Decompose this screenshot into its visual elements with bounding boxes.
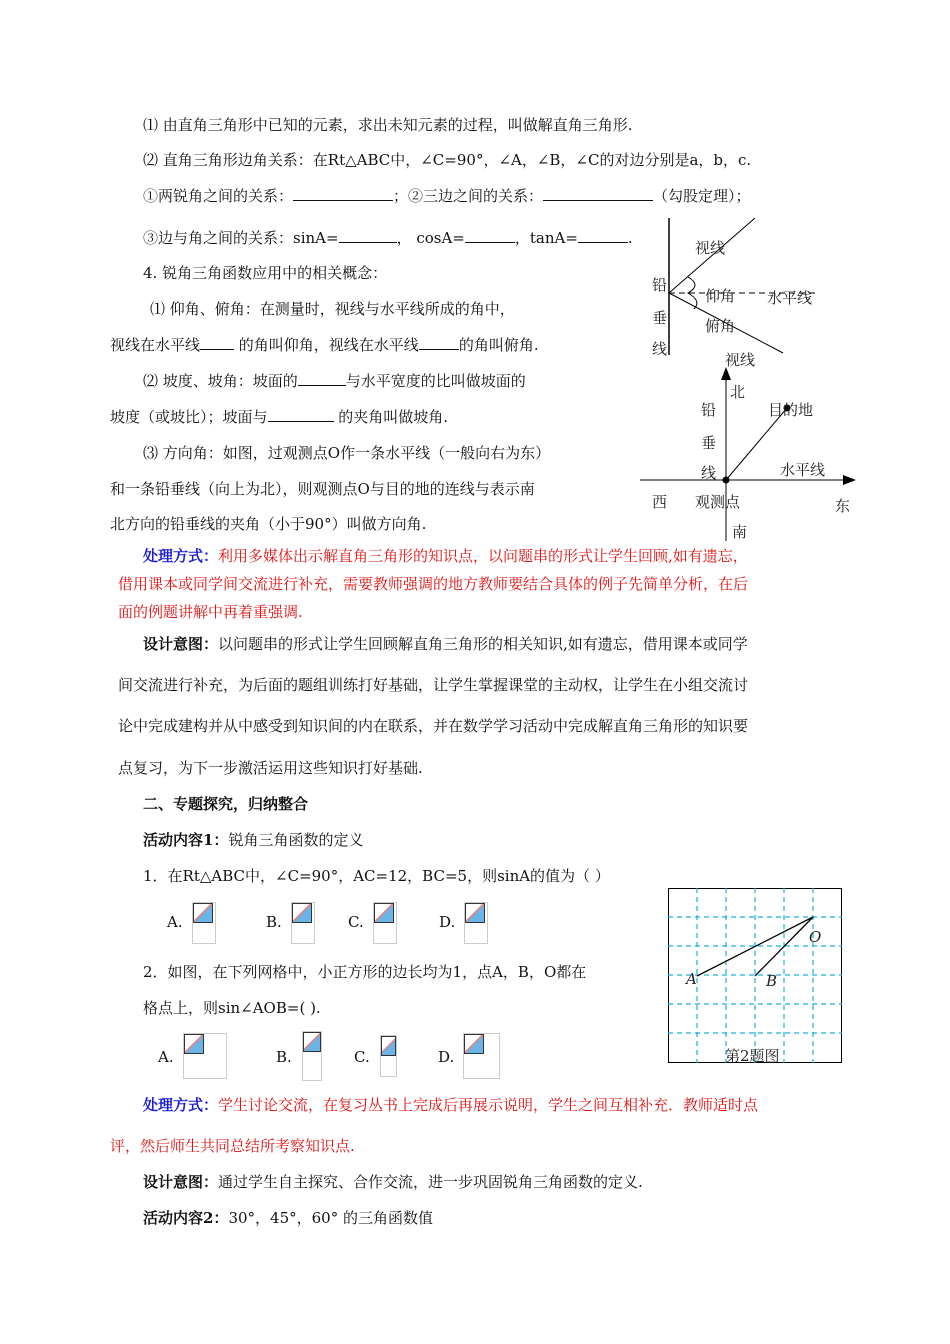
q1-option-a[interactable]: A. [167, 913, 183, 931]
review-p3 [143, 186, 751, 206]
text: ， cosA= [396, 229, 465, 247]
question1: 1．在Rt△ABC中，∠C=90°，AC=12，BC=5，则sinA的值为（ ） [143, 867, 610, 885]
label-east: 东 [835, 497, 851, 515]
blank [578, 228, 628, 243]
label-north: 北 [730, 383, 746, 401]
text: 学生讨论交流，在复习丛书上完成后再展示说明，学生之间互相补充．教师适时点 [218, 1096, 759, 1114]
text: 的角叫仰角，视线在水平线 [238, 336, 419, 354]
label-south: 南 [732, 523, 748, 541]
text: 30°，45°，60° 的三角函数值 [228, 1209, 433, 1227]
image-placeholder-icon [192, 902, 216, 944]
q3a: ⑶ 方向角：如图，过观测点O作一条水平线（一般向右为东） [143, 444, 551, 462]
blank [419, 335, 459, 350]
image-placeholder-icon [464, 902, 488, 944]
q1-option-c[interactable]: C. [348, 913, 364, 931]
direction-angle-diagram [640, 367, 856, 541]
q1a: ⑴ 仰角、俯角：在测量时，视线与水平线所成的角中， [150, 300, 515, 318]
q2-option-c[interactable]: C. [354, 1048, 370, 1066]
grid-figure [668, 888, 843, 1064]
label-depression: 俯角 [705, 317, 736, 335]
text: . [627, 229, 633, 247]
label-plumb-3: 线 [652, 340, 668, 358]
text: 通过学生自主探究、合作交流，进一步巩固锐角三角函数的定义. [218, 1173, 643, 1191]
q2-option-a[interactable]: A. [158, 1048, 174, 1066]
q3c: 北方向的铅垂线的夹角（小于90°）叫做方向角. [110, 515, 427, 533]
review-p1: ⑴ 由直角三角形中已知的元素，求出未知元素的过程，叫做解直角三角形. [143, 116, 633, 134]
heading-4: 4. 锐角三角函数应用中的相关概念： [143, 264, 388, 282]
label-plumb2-3: 线 [701, 464, 717, 482]
text: 坡度（或坡比）；坡面与 [110, 408, 268, 426]
intent1-line1 [143, 634, 748, 654]
q1b [110, 335, 539, 355]
text: ③边与角之间的关系：sinA= [143, 229, 339, 247]
method1-line3: 面的例题讲解中再着重强调. [118, 603, 303, 621]
text: 的角叫俯角. [458, 336, 539, 354]
method1-line1 [143, 546, 748, 566]
q2-option-b[interactable]: B. [276, 1048, 292, 1066]
image-placeholder-icon [183, 1033, 227, 1079]
blank [298, 371, 346, 386]
blank [339, 228, 397, 243]
label: 活动内容1： [143, 831, 229, 849]
intent-label: 设计意图： [143, 635, 219, 653]
image-placeholder-icon [291, 902, 315, 944]
image-placeholder-icon [380, 1035, 397, 1077]
label-plumb-2: 垂 [652, 309, 668, 327]
label-plumb2-1: 铅 [701, 401, 717, 419]
intent-label: 设计意图： [143, 1173, 219, 1191]
label-plumb-1: 铅 [652, 276, 668, 294]
intent1-line4: 点复习，为下一步激活运用这些知识打好基础. [118, 759, 423, 777]
blank [268, 407, 334, 422]
blank [543, 186, 653, 201]
q2b [110, 407, 448, 427]
intent1-line3: 论中完成建构并从中感受到知识间的内在联系，并在数学学习活动中完成解直角三角形的知识要 [118, 717, 749, 735]
review-p4 [143, 228, 633, 248]
label-observer: 观测点 [695, 493, 741, 511]
intent1-line2: 间交流进行补充，为后面的题组训练打好基础，让学生掌握课堂的主动权，让学生在小组交流讨 [118, 676, 749, 694]
q1-option-d[interactable]: D. [439, 913, 456, 931]
intent2 [143, 1172, 643, 1192]
method-label: 处理方式： [143, 1096, 219, 1114]
text: 的夹角叫做坡角. [338, 408, 449, 426]
point-a-label: A [686, 970, 697, 988]
question2-line2: 格点上，则sin∠AOB=( ). [143, 999, 321, 1017]
text: 以问题串的形式让学生回顾解直角三角形的相关知识,如有遗忘，借用课本或同学 [218, 635, 748, 653]
label-horizontal: 水平线 [767, 289, 813, 307]
text: ①两锐角之间的关系： [143, 187, 294, 205]
text: 利用多媒体出示解直角三角形的知识点，以问题串的形式让学生回顾,如有遗忘， [218, 547, 748, 565]
method2-line1 [143, 1095, 758, 1115]
activity1 [143, 830, 363, 850]
text: （勾股定理）； [653, 187, 751, 205]
method-label: 处理方式： [143, 547, 219, 565]
text: ；②三边之间的关系： [393, 187, 544, 205]
label-sight-bottom: 视线 [725, 351, 756, 369]
section-heading: 二、专题探究，归纳整合 [143, 795, 309, 813]
text: 视线在水平线 [110, 336, 201, 354]
image-placeholder-icon [302, 1031, 322, 1081]
text: 与水平宽度的比叫做坡面的 [345, 372, 526, 390]
q1-option-b[interactable]: B. [266, 913, 282, 931]
q3b: 和一条铅垂线（向上为北），则观测点O与目的地的连线与表示南 [110, 480, 535, 498]
label-horizontal2: 水平线 [780, 461, 826, 479]
figure-caption: 第2题图 [725, 1047, 780, 1064]
elevation-depression-diagram [652, 218, 815, 369]
image-placeholder-icon [373, 902, 397, 944]
point-b-label: B [766, 972, 778, 990]
question2-line1: 2．如图，在下列网格中，小正方形的边长均为1，点A，B，O都在 [143, 963, 587, 981]
q2a [143, 371, 526, 391]
text: ⑵ 坡度、坡角：坡面的 [143, 372, 298, 390]
label-elevation: 仰角 [705, 287, 736, 305]
text: ，tanA= [514, 229, 578, 247]
blank [465, 228, 515, 243]
label-plumb2-2: 垂 [701, 434, 717, 452]
point-o-label: O [809, 928, 822, 946]
angle-diagrams [627, 215, 870, 543]
q2-option-d[interactable]: D. [438, 1048, 455, 1066]
blank [200, 335, 234, 350]
method2-line2: 评，然后师生共同总结所考察知识点. [110, 1137, 355, 1155]
text: 锐角三角函数的定义 [228, 831, 364, 849]
label-sight-top: 视线 [695, 239, 726, 257]
image-placeholder-icon [463, 1033, 500, 1079]
label-west: 西 [652, 493, 668, 511]
review-p2: ⑵ 直角三角形边角关系：在Rt△ABC中，∠C=90°，∠A，∠B，∠C的对边分别是a，b，c. [143, 151, 752, 169]
label: 活动内容2： [143, 1209, 229, 1227]
label-destination: 目的地 [768, 401, 814, 419]
method1-line2: 借用课本或同学间交流进行补充，需要教师强调的地方教师要结合具体的例子先简单分析，在后 [118, 575, 749, 593]
blank [293, 186, 393, 201]
activity2 [143, 1208, 433, 1228]
